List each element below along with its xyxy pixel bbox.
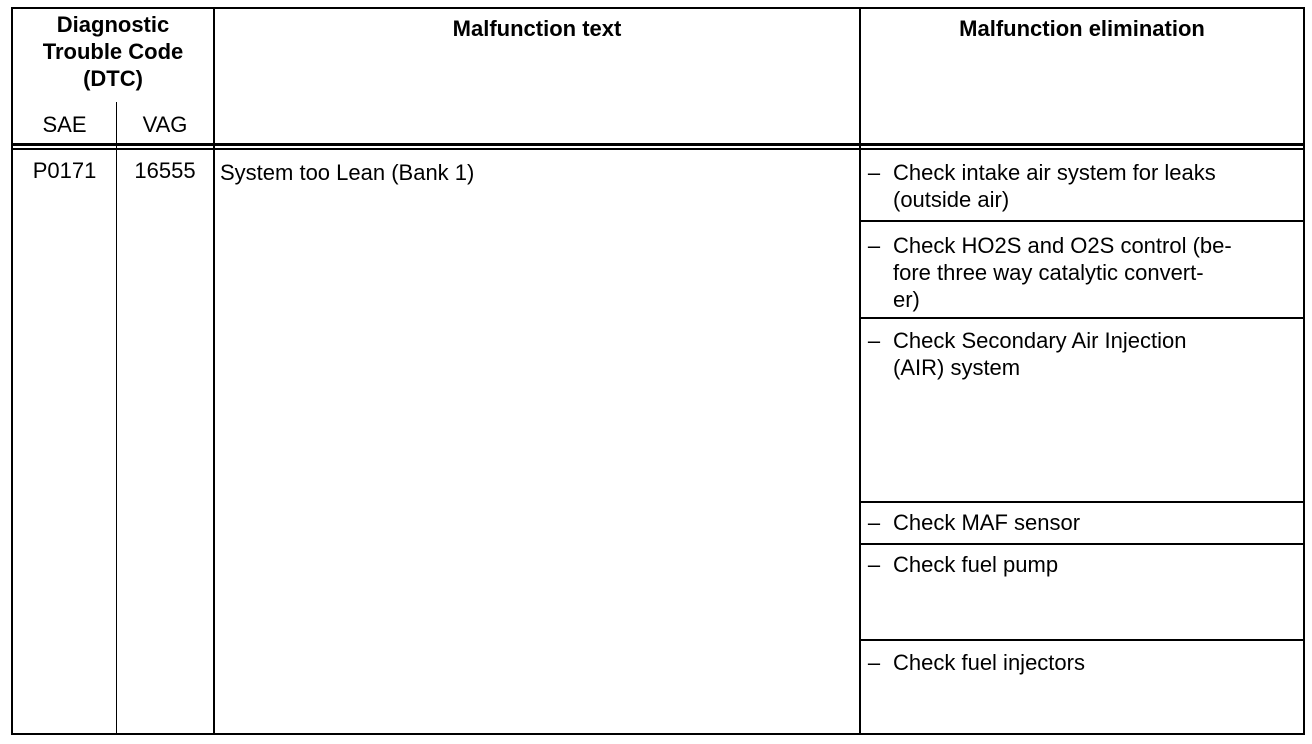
sae-code: P0171 <box>32 158 97 183</box>
divider-dtc-column <box>213 9 215 733</box>
divider-elim-1 <box>859 220 1303 222</box>
elimination-text: Check intake air system for leaks (outside air) <box>893 160 1216 212</box>
dtc-table <box>11 7 1305 735</box>
dash-bullet: – <box>867 552 881 577</box>
divider-header-bottom-2 <box>13 148 1303 150</box>
divider-elim-2 <box>859 317 1303 319</box>
elimination-text: Check MAF sensor <box>893 510 1081 535</box>
malfunction-text-header: Malfunction text <box>452 16 622 41</box>
dash-bullet: – <box>867 160 881 185</box>
divider-header-bottom <box>13 143 1303 146</box>
divider-text-elimination <box>859 9 861 733</box>
divider-elim-3 <box>859 501 1303 503</box>
elimination-text: Check fuel injectors <box>893 650 1085 675</box>
malfunction-text: System too Lean (Bank 1) <box>220 160 475 185</box>
vag-code: 16555 <box>134 158 196 183</box>
elimination-text: Check fuel pump <box>893 552 1059 577</box>
malfunction-elimination-header: Malfunction elimination <box>959 16 1205 41</box>
dash-bullet: – <box>867 510 881 535</box>
divider-elim-4 <box>859 543 1303 545</box>
elimination-text: Check HO2S and O2S control (be- fore three way catalytic convert- er) <box>893 233 1232 312</box>
divider-elim-5 <box>859 639 1303 641</box>
elimination-text: Check Secondary Air Injection (AIR) system <box>893 328 1187 380</box>
dash-bullet: – <box>867 328 881 353</box>
sae-header: SAE <box>42 112 87 137</box>
dash-bullet: – <box>867 233 881 258</box>
divider-sae-vag <box>116 102 117 733</box>
dash-bullet: – <box>867 650 881 675</box>
vag-header: VAG <box>142 112 188 137</box>
dtc-header: Diagnostic Trouble Code (DTC) <box>42 12 184 91</box>
